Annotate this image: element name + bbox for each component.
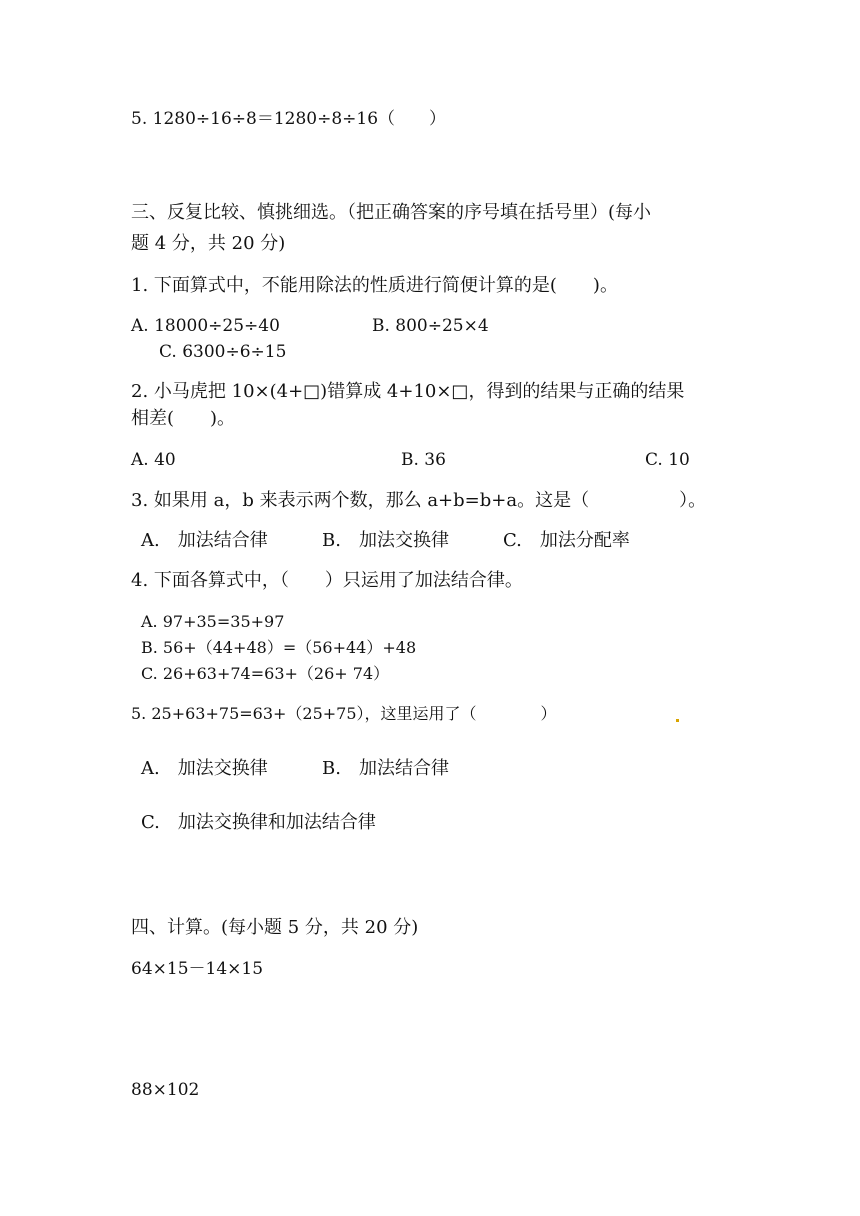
question-5-true-false: 5. 1280÷16÷8＝1280÷8÷16（ ） <box>131 109 447 129</box>
q2-option-b: B. 36 <box>401 450 446 470</box>
stray-mark-dot <box>676 719 679 722</box>
q5-stem: 5. 25+63+75=63+（25+75），这里运用了（ ） <box>131 704 557 723</box>
calc-problem-1: 64×15－14×15 <box>131 959 264 979</box>
q4-option-a: A. 97+35=35+97 <box>141 612 285 631</box>
q2-stem-line-2: 相差( )。 <box>131 408 236 429</box>
q1-option-b: B. 800÷25×4 <box>372 316 489 336</box>
q2-option-a: A. 40 <box>131 450 176 470</box>
section-4-heading: 四、计算。(每小题 5 分，共 20 分) <box>131 917 419 938</box>
q4-option-c: C. 26+63+74=63+（26+ 74） <box>141 664 390 683</box>
q3-stem: 3. 如果用 a，b 来表示两个数，那么 a+b=b+a。这是（ ）。 <box>131 490 707 511</box>
q5-option-c: C. 加法交换律和加法结合律 <box>141 812 376 833</box>
q1-stem: 1. 下面算式中，不能用除法的性质进行简便计算的是( )。 <box>131 275 618 296</box>
q4-stem: 4. 下面各算式中，（ ）只运用了加法结合律。 <box>131 570 523 591</box>
section-3-heading-line-2: 题 4 分，共 20 分) <box>131 233 286 254</box>
q2-option-c: C. 10 <box>645 450 690 470</box>
q5-option-b: B. 加法结合律 <box>322 758 449 779</box>
q3-option-b: B. 加法交换律 <box>322 530 449 551</box>
q5-option-a: A. 加法交换律 <box>141 758 268 779</box>
q1-option-a: A. 18000÷25÷40 <box>131 316 280 336</box>
q3-option-a: A. 加法结合律 <box>141 530 268 551</box>
calc-problem-2: 88×102 <box>131 1080 200 1100</box>
q4-option-b: B. 56+（44+48）=（56+44）+48 <box>141 638 417 657</box>
q2-stem-line-1: 2. 小马虎把 10×(4+□)错算成 4+10×□，得到的结果与正确的结果 <box>131 381 685 402</box>
q1-option-c: C. 6300÷6÷15 <box>159 342 287 362</box>
section-3-heading-line-1: 三、反复比较、慎挑细选。（把正确答案的序号填在括号里）(每小 <box>131 202 652 223</box>
q3-option-c: C. 加法分配率 <box>503 530 630 551</box>
